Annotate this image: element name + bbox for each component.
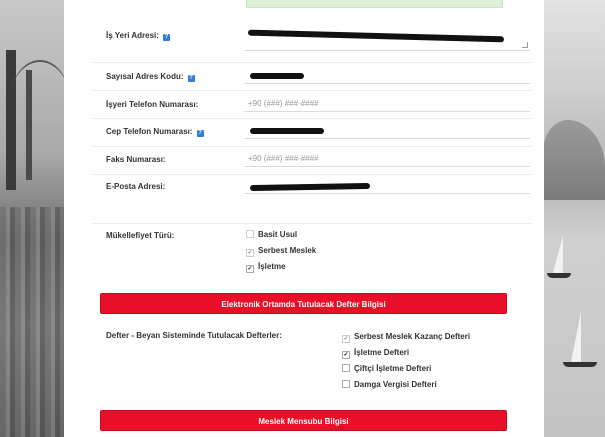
- check-icon[interactable]: ✓: [343, 352, 349, 358]
- background-photo-right: [543, 0, 605, 437]
- mobile-phone-label: Cep Telefon Numarası: ?: [106, 127, 202, 136]
- help-icon[interactable]: ?: [189, 75, 193, 81]
- redaction: [248, 30, 504, 43]
- background-photo-left: [0, 0, 64, 437]
- checkbox-isletme[interactable]: ✓ İşletme: [247, 262, 286, 272]
- taxpayer-type-label: Mükellefiyet Türü:: [106, 231, 175, 240]
- checkbox-serbest-meslek[interactable]: ✓ Serbest Meslek: [247, 246, 317, 256]
- checkbox-isletme-defteri[interactable]: ✓ İşletme Defteri: [343, 348, 410, 358]
- checkbox-box[interactable]: [342, 380, 350, 388]
- checkbox-ciftci-isletme-defteri[interactable]: Çiftçi İşletme Defteri: [342, 364, 431, 373]
- redaction: [250, 183, 370, 191]
- checkbox-damga-vergisi-defteri[interactable]: Damga Vergisi Defteri: [342, 380, 437, 389]
- help-icon[interactable]: ?: [198, 130, 202, 136]
- mobile-phone-row: [92, 119, 532, 147]
- work-phone-input[interactable]: +90 (###) ###-####: [244, 96, 530, 112]
- success-notice: [246, 0, 503, 8]
- address-label: İş Yeri Adresi: ?: [106, 31, 169, 40]
- electronic-book-info-button[interactable]: Elektronik Ortamda Tutulacak Defter Bilgisi: [100, 293, 507, 314]
- checkbox-box[interactable]: [246, 230, 254, 238]
- email-label: E-Posta Adresi:: [106, 182, 166, 191]
- work-phone-label: İşyeri Telefon Numarası:: [106, 100, 199, 109]
- checkbox-serbest-meslek-kazanc-defteri[interactable]: ✓ Serbest Meslek Kazanç Defteri: [343, 332, 471, 342]
- address-textarea[interactable]: [244, 26, 530, 51]
- mobile-phone-input[interactable]: [244, 123, 530, 139]
- professional-member-info-button[interactable]: Meslek Mensubu Bilgisi: [100, 410, 507, 431]
- work-phone-row: [92, 91, 532, 119]
- fax-row: [92, 147, 532, 175]
- books-label: Defter - Beyan Sisteminde Tutulacak Defterler:: [106, 331, 282, 340]
- check-icon[interactable]: ✓: [247, 266, 253, 272]
- checkbox-box[interactable]: [342, 364, 350, 372]
- check-icon[interactable]: ✓: [343, 336, 349, 342]
- help-icon[interactable]: ?: [164, 34, 169, 40]
- fax-label: Faks Numarası:: [106, 155, 166, 164]
- redaction: [250, 73, 304, 79]
- checkbox-basit-usul[interactable]: Basit Usul: [246, 230, 297, 239]
- digital-code-input[interactable]: [244, 68, 530, 84]
- redaction: [250, 128, 324, 134]
- digital-code-row: [92, 63, 532, 91]
- email-input[interactable]: [244, 178, 530, 194]
- fax-input[interactable]: +90 (###) ###-####: [244, 151, 530, 167]
- email-row: [92, 175, 532, 224]
- resize-handle-icon[interactable]: [522, 42, 528, 48]
- address-row: [92, 20, 532, 63]
- form-panel: [64, 0, 544, 437]
- check-icon[interactable]: ✓: [247, 250, 253, 256]
- digital-code-label: Sayısal Adres Kodu: ?: [106, 72, 193, 81]
